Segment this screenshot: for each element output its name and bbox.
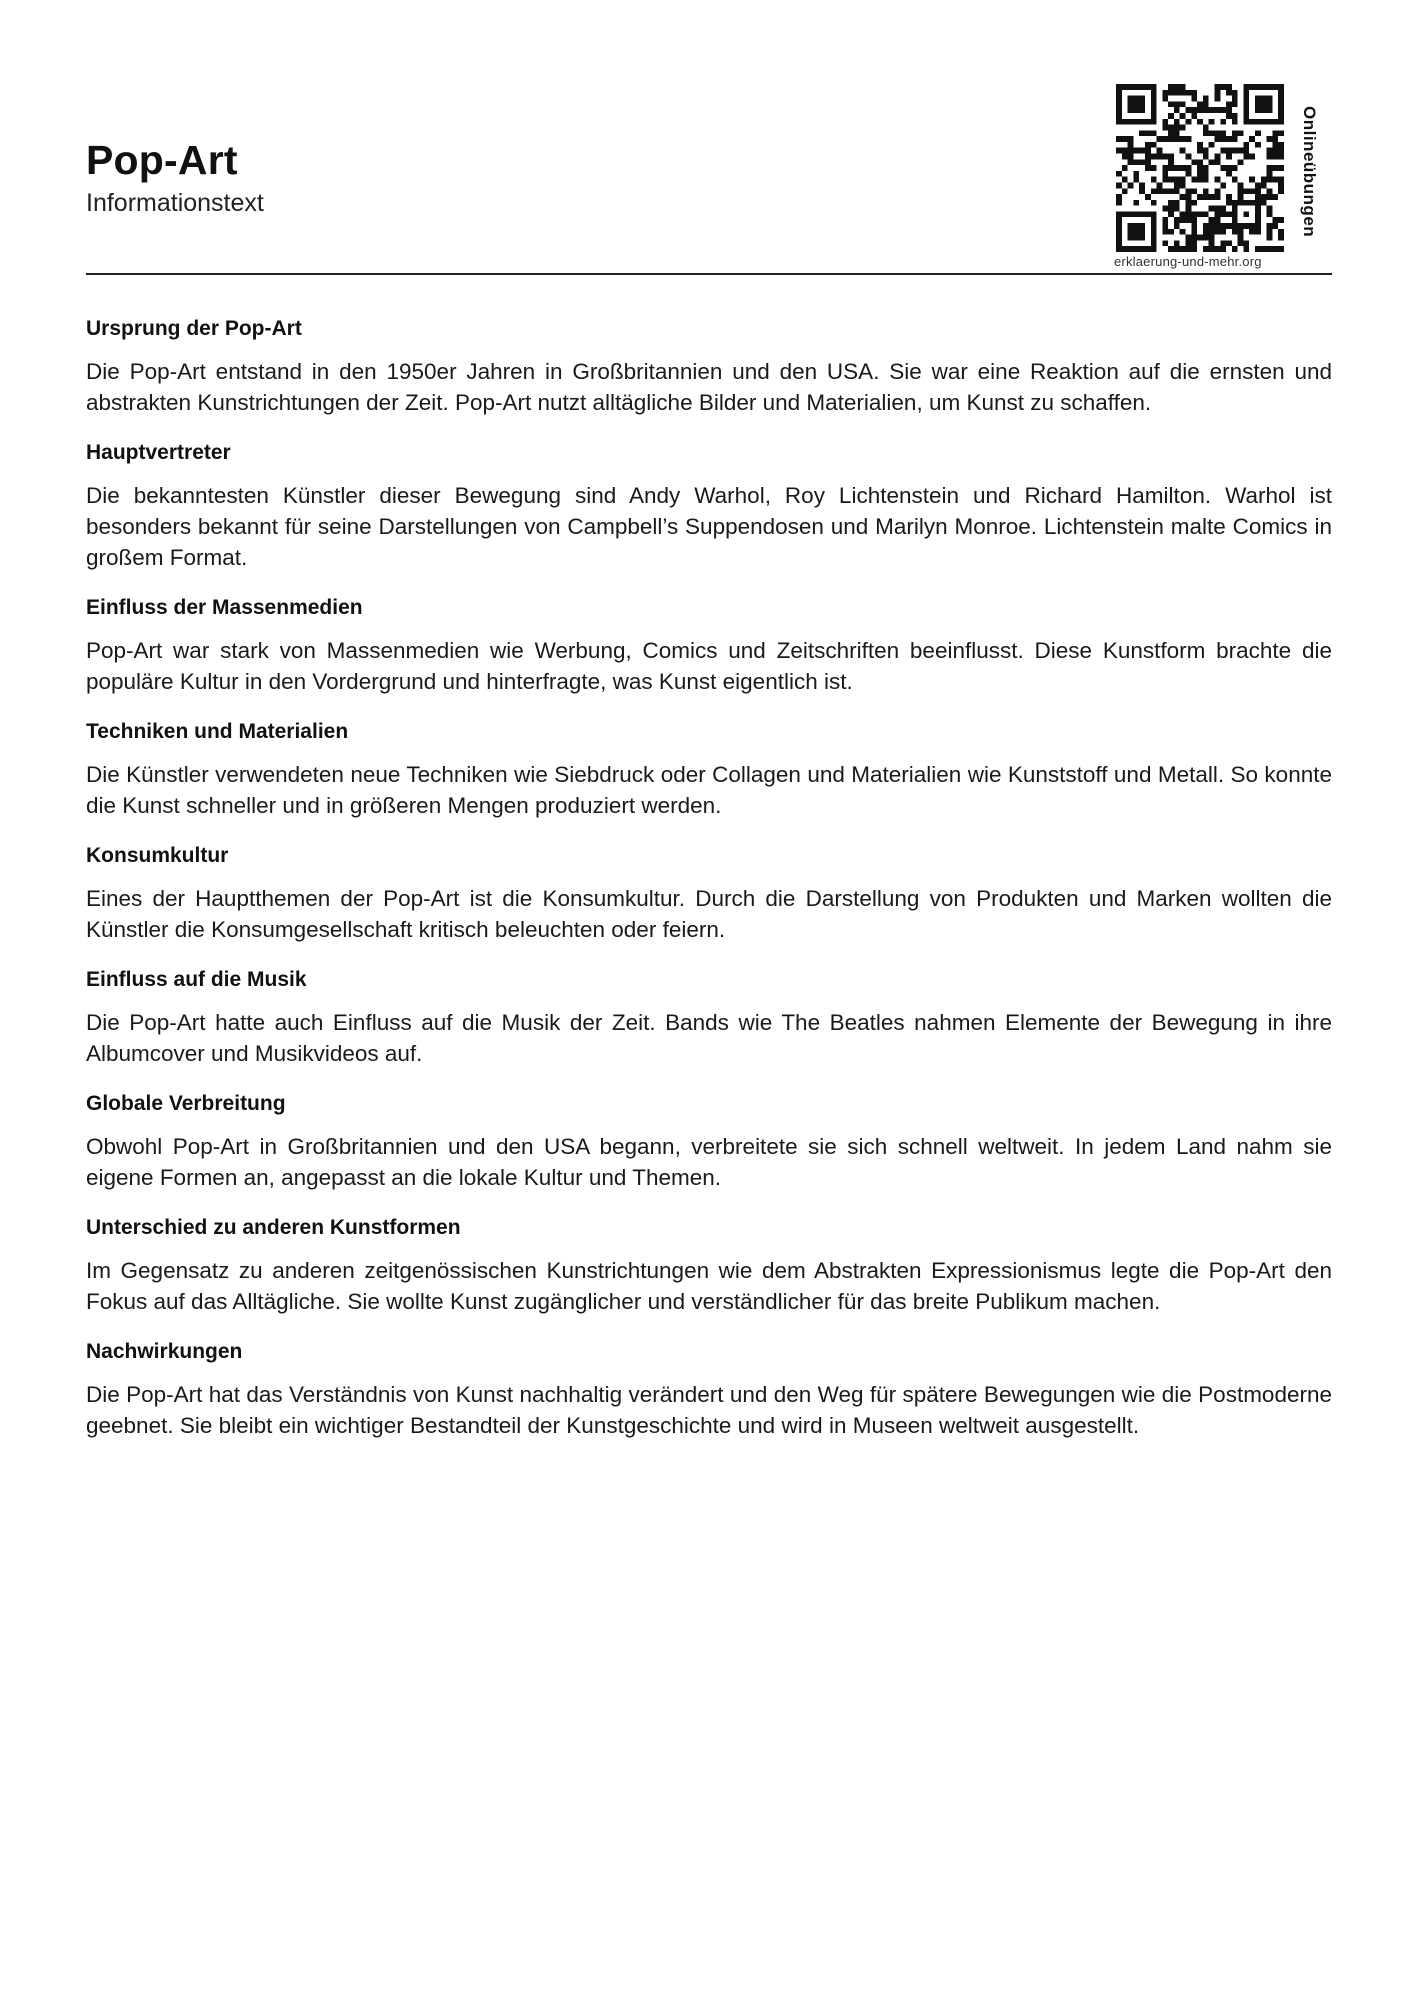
qr-url-label: erklaerung-und-mehr.org — [1114, 254, 1262, 269]
document-header — [86, 80, 1332, 274]
section-text: Obwohl Pop-Art in Großbritannien und den USA begann, verbreitete sie sich schnell weltweit. In jedem Land nahm sie eigene Formen an, angepasst an die lokale Kultur und Themen. — [86, 1134, 1332, 1190]
section-unterschied — [86, 1215, 1332, 1317]
section-nachwirkungen — [86, 1339, 1332, 1441]
section-text: Die Pop-Art hatte auch Einfluss auf die Musik der Zeit. Bands wie The Beatles nahmen Elemente der Bewegung in ihre Albumcover und Musikvideos auf. — [86, 1010, 1332, 1066]
section-heading: Nachwirkungen — [86, 1340, 243, 1363]
qr-block[interactable] — [1116, 80, 1332, 274]
section-text: Die bekanntesten Künstler dieser Bewegung sind Andy Warhol, Roy Lichtenstein und Richard Hamilton. Warhol ist besonders bekannt für seine Darstellungen von Campbell’s Suppendosen und Marilyn Monroe. Lichtenstein malte Comics in großem Format. — [86, 483, 1332, 570]
section-konsumkultur — [86, 843, 1332, 945]
section-hauptvertreter — [86, 440, 1332, 573]
section-heading: Einfluss der Massenmedien — [86, 596, 363, 619]
section-text: Die Pop-Art entstand in den 1950er Jahren in Großbritannien und den USA. Sie war eine Reaktion auf die ernsten und abstrakten Kunstrichtungen der Zeit. Pop-Art nutzt alltägliche Bilder und Materialien, um Kunst zu schaffen. — [86, 359, 1332, 415]
section-heading: Einfluss auf die Musik — [86, 968, 307, 991]
section-heading: Techniken und Materialien — [86, 720, 349, 743]
section-text: Eines der Hauptthemen der Pop-Art ist die Konsumkultur. Durch die Darstellung von Produkten und Marken wollten die Künstler die Konsumgesellschaft kritisch beleuchten oder feiern. — [86, 886, 1332, 942]
section-musik — [86, 967, 1332, 1069]
page-subtitle: Informationstext — [86, 189, 264, 217]
section-heading: Globale Verbreitung — [86, 1092, 286, 1115]
section-heading: Unterschied zu anderen Kunstformen — [86, 1216, 461, 1239]
qr-code-icon[interactable] — [1116, 84, 1284, 252]
section-text: Pop-Art war stark von Massenmedien wie Werbung, Comics und Zeitschriften beeinflusst. Diese Kunstform brachte die populäre Kultur in den Vordergrund und hinterfragte, was Kunst eigentlich ist. — [86, 638, 1332, 694]
section-verbreitung — [86, 1091, 1332, 1193]
document-body — [86, 316, 1332, 1463]
section-techniken — [86, 719, 1332, 821]
section-text: Die Künstler verwendeten neue Techniken wie Siebdruck oder Collagen und Materialien wie Kunststoff und Metall. So konnte die Kunst schneller und in größeren Mengen produziert werden. — [86, 762, 1332, 818]
header-divider — [86, 273, 1332, 275]
section-text: Im Gegensatz zu anderen zeitgenössischen Kunstrichtungen wie dem Abstrakten Expressionismus legte die Pop-Art den Fokus auf das Alltägliche. Sie wollte Kunst zugänglicher und verständlicher für das breite Publikum machen. — [86, 1258, 1332, 1314]
page-title: Pop-Art — [86, 137, 238, 183]
section-heading: Konsumkultur — [86, 844, 229, 867]
section-heading: Hauptvertreter — [86, 441, 231, 464]
section-massenmedien — [86, 595, 1332, 697]
section-text: Die Pop-Art hat das Verständnis von Kunst nachhaltig verändert und den Weg für spätere Bewegungen wie die Postmoderne geebnet. Sie bleibt ein wichtiger Bestandteil der Kunstgeschichte und wird in Museen weltweit ausgestellt. — [86, 1382, 1332, 1438]
qr-side-label: Onlineübungen — [1300, 106, 1319, 238]
section-ursprung — [86, 316, 1332, 418]
section-heading: Ursprung der Pop-Art — [86, 317, 302, 340]
